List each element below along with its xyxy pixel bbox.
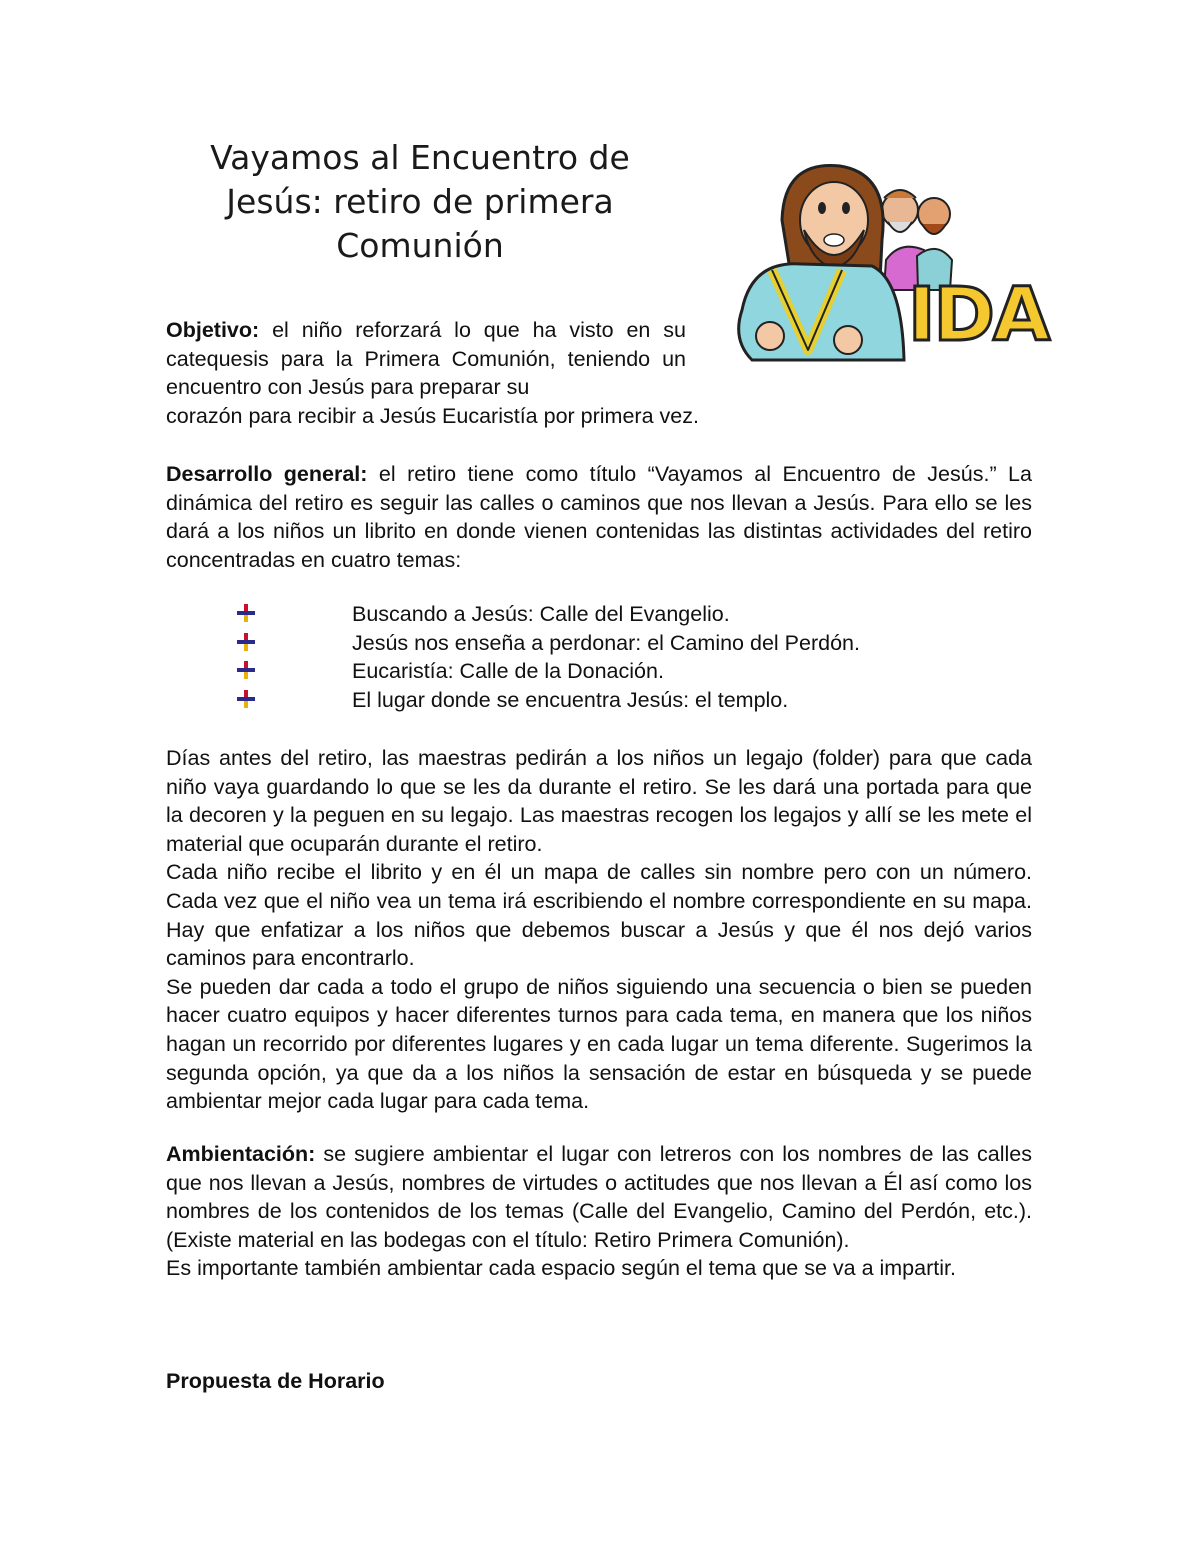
cross-bullet-icon	[236, 689, 256, 709]
tema-text: El lugar donde se encuentra Jesús: el templo.	[352, 687, 789, 712]
ambientacion-text: se sugiere ambientar el lugar con letreros con los nombres de las calles que nos llevan a Jesús, nombres de virtudes o actitudes que nos llevan a Él así como los nombres de los contenidos de los temas (Calle del Evangelio, Camino del Perdón, etc.). (Existe material en las bodegas con el título: Retiro Primera Comunión).	[166, 1142, 1032, 1252]
svg-text:IDA: IDA	[908, 272, 1049, 358]
objetivo-heading: Objetivo:	[166, 318, 260, 342]
title-line-3: Comunión	[336, 226, 504, 265]
title-line-1: Vayamos al Encuentro de	[210, 138, 630, 177]
paragraph-librito: Cada niño recibe el librito y en él un mapa de calles sin nombre pero con un número. Cada vez que el niño vea un tema irá escribiendo el nombre correspondiente en su mapa. Hay que enfatizar a los niños que debemos buscar a Jesús y que él nos dejó varios caminos para encontrarlo.	[166, 860, 1032, 971]
ambientacion-extra: Es importante también ambientar cada espacio según el tema que se va a impartir.	[166, 1256, 956, 1281]
desarrollo-text: el retiro tiene como título “Vayamos al Encuentro de Jesús.” La dinámica del retiro es seguir las calles o caminos que nos llevan a Jesús. Para ello se les dará a los niños un librito en donde vienen contenidas las distintas actividades del retiro concentradas en cuatro temas:	[166, 462, 1032, 572]
cross-bullet-icon	[236, 603, 256, 623]
temas-list	[232, 600, 992, 714]
ambientacion-paragraph	[166, 1140, 1032, 1283]
body-paragraphs	[166, 744, 1032, 1116]
ambientacion-heading: Ambientación:	[166, 1142, 316, 1166]
objetivo-text: el niño reforzará lo que ha visto en su catequesis para la Primera Comunión, teniendo un encuentro con Jesús para preparar su	[166, 318, 686, 400]
list-item	[232, 657, 992, 686]
title-line-2: Jesús: retiro de primera	[226, 182, 614, 221]
objetivo-paragraph	[166, 316, 686, 402]
tema-text: Eucaristía: Calle de la Donación.	[352, 659, 664, 684]
list-item	[232, 629, 992, 658]
objetivo-last-line: corazón para recibir a Jesús Eucaristía por primera vez.	[166, 404, 699, 428]
desarrollo-paragraph	[166, 460, 1032, 574]
cross-bullet-icon	[236, 632, 256, 652]
horario-heading: Propuesta de Horario	[166, 1369, 385, 1393]
jesus-vida-illustration	[712, 160, 1049, 370]
list-item	[232, 600, 992, 629]
desarrollo-heading: Desarrollo general:	[166, 462, 368, 486]
cross-bullet-icon	[236, 660, 256, 680]
tema-text: Buscando a Jesús: Calle del Evangelio.	[352, 602, 730, 626]
document-title	[170, 136, 670, 268]
paragraph-equipos: Se pueden dar cada a todo el grupo de niños siguiendo una secuencia o bien se pueden hacer cuatro equipos y hacer diferentes turnos para cada tema, en manera que los niños hagan un recorrido por diferentes lugares y en cada lugar un tema diferente. Sugerimos la segunda opción, ya que da a los niños la sensación de estar en búsqueda y se puede ambientar mejor cada lugar para cada tema.	[166, 974, 1032, 1114]
tema-text: Jesús nos enseña a perdonar: el Camino del Perdón.	[352, 630, 860, 655]
ida-lettering	[908, 272, 1050, 358]
list-item	[232, 686, 992, 715]
paragraph-dias: Días antes del retiro, las maestras pedirán a los niños un legajo (folder) para que cada niño vaya guardando lo que se les da durante el retiro. Se les dará una portada para que la decoren y la peguen en su legajo. Las maestras recogen los legajos y allí se les mete el material que ocuparán durante el retiro.	[166, 746, 1032, 856]
